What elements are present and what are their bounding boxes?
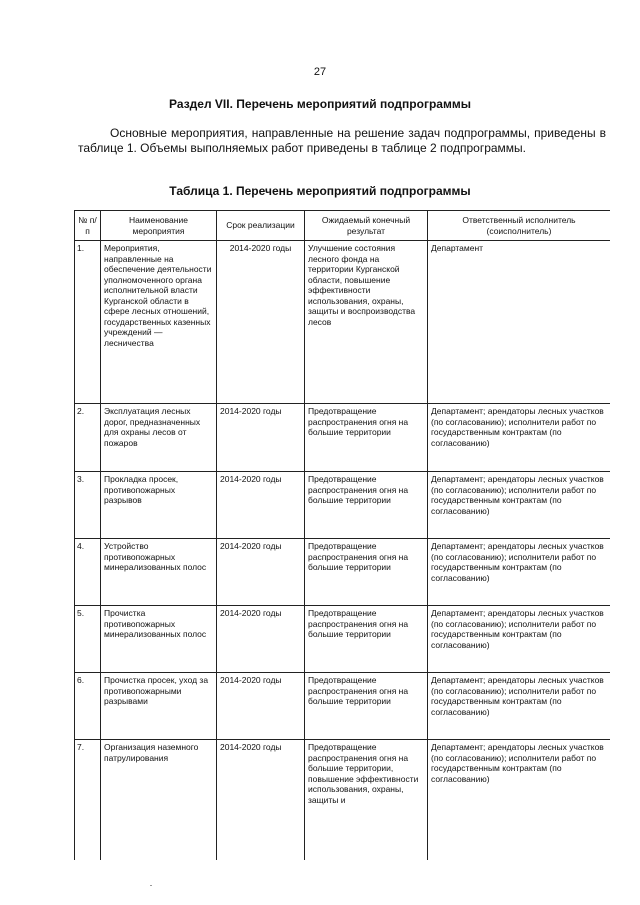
row-name: Организация наземного патрулирования [101, 740, 217, 861]
row-executor: Департамент; арендаторы лесных участков (по согласованию); исполнители работ по государственным контрактам (по согласованию) [428, 606, 611, 673]
row-result: Предотвращение распространения огня на большие территории [305, 673, 428, 740]
header-term: Срок реализации [217, 211, 305, 241]
row-result: Предотвращение распространения огня на большие территории [305, 606, 428, 673]
row-number: 6. [75, 673, 101, 740]
measures-table-container [74, 210, 610, 860]
row-number: 2. [75, 404, 101, 472]
row-term: 2014-2020 годы [217, 673, 305, 740]
row-result: Улучшение состояния лесного фонда на территории Курганской области, повышение эффективности использования, охраны, защиты и воспроизводства лесов [305, 241, 428, 404]
table-row [75, 539, 611, 606]
row-term: 2014-2020 годы [217, 404, 305, 472]
row-name: Устройство противопожарных минерализованных полос [101, 539, 217, 606]
row-number: 1. [75, 241, 101, 404]
table-row [75, 404, 611, 472]
row-name: Прочистка противопожарных минерализованных полос [101, 606, 217, 673]
row-number: 4. [75, 539, 101, 606]
row-term: 2014-2020 годы [217, 472, 305, 539]
row-term: 2014-2020 годы [217, 241, 305, 404]
row-result: Предотвращение распространения огня на большие территории, повышение эффективности использования, охраны, защиты и [305, 740, 428, 861]
row-number: 3. [75, 472, 101, 539]
row-name: Прочистка просек, уход за противопожарными разрывами [101, 673, 217, 740]
row-executor: Департамент; арендаторы лесных участков (по согласованию); исполнители работ по государственным контрактам (по согласованию) [428, 539, 611, 606]
scan-speck [150, 885, 152, 886]
table-row [75, 606, 611, 673]
row-executor: Департамент [428, 241, 611, 404]
page-number: 27 [313, 66, 327, 78]
row-term: 2014-2020 годы [217, 539, 305, 606]
row-name: Эксплуатация лесных дорог, предназначенных для охраны лесов от пожаров [101, 404, 217, 472]
row-result: Предотвращение распространения огня на большие территории [305, 404, 428, 472]
row-term: 2014-2020 годы [217, 606, 305, 673]
table-row [75, 673, 611, 740]
row-term: 2014-2020 годы [217, 740, 305, 861]
section-title: Раздел VII. Перечень мероприятий подпрограммы [169, 97, 471, 111]
header-number: № п/п [75, 211, 101, 241]
row-number: 5. [75, 606, 101, 673]
table-header-row [75, 211, 611, 241]
row-name: Прокладка просек, противопожарных разрывов [101, 472, 217, 539]
row-executor: Департамент; арендаторы лесных участков (по согласованию); исполнители работ по государственным контрактам (по согласованию) [428, 472, 611, 539]
table-row [75, 241, 611, 404]
table-caption: Таблица 1. Перечень мероприятий подпрограммы [169, 184, 471, 198]
table-row [75, 472, 611, 539]
row-executor: Департамент; арендаторы лесных участков (по согласованию); исполнители работ по государственным контрактам (по согласованию) [428, 740, 611, 861]
intro-paragraph: Основные мероприятия, направленные на решение задач подпрограммы, приведены в таблице 1. Объемы выполняемых работ приведены в таблице 2 подпрограммы. [78, 126, 606, 155]
row-number: 7. [75, 740, 101, 861]
row-executor: Департамент; арендаторы лесных участков (по согласованию); исполнители работ по государственным контрактам (по согласованию) [428, 404, 611, 472]
row-name: Мероприятия, направленные на обеспечение деятельности уполномоченного органа исполнительной власти Курганской области в сфере лесных отношений, государственных казенных учреждений — лесничества [101, 241, 217, 404]
row-executor: Департамент; арендаторы лесных участков (по согласованию); исполнители работ по государственным контрактам (по согласованию) [428, 673, 611, 740]
header-name: Наименование мероприятия [101, 211, 217, 241]
header-result: Ожидаемый конечный результат [305, 211, 428, 241]
header-executor: Ответственный исполнитель (соисполнитель) [428, 211, 611, 241]
table-row [75, 740, 611, 861]
measures-table [74, 210, 610, 860]
row-result: Предотвращение распространения огня на большие территории [305, 472, 428, 539]
row-result: Предотвращение распространения огня на большие территории [305, 539, 428, 606]
